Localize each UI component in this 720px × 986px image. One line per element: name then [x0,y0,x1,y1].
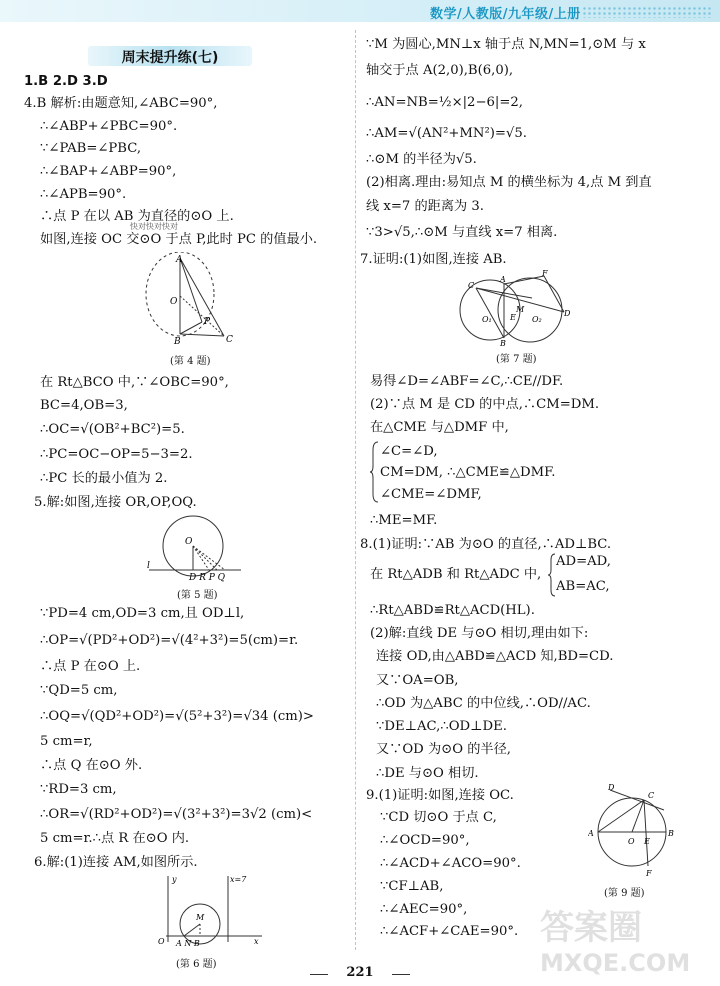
svg-text:C: C [468,281,475,290]
answer-line: ∴OQ=√(QD²+OD²)=√(5²+3²)=√34 (cm)> [40,709,314,724]
answer-line: 又∵OA=OB, [376,673,459,688]
svg-text:A: A [588,829,594,838]
figure-9 [588,780,680,880]
answer-line: ∴⊙M 的半径为√5. [366,152,477,167]
answer-line: ∴点 Q 在⊙O 外. [40,758,143,773]
answer-line: (2)相离.理由:易知点 M 的横坐标为 4,点 M 到直 [366,175,652,190]
answer-line: ∠C=∠D, [380,444,438,459]
answer-line: ∴ME=MF. [370,513,438,528]
answer-line: 6.解:(1)连接 AM,如图所示. [34,855,198,870]
svg-text:D: D [608,783,615,792]
figure-4 [130,252,250,352]
answer-line: ∵∠PAB=∠PBC, [40,141,142,156]
watermark-line1: 答案圈 [540,908,642,948]
svg-text:O: O [628,837,635,846]
watermark-line2: MXQE.COM [540,949,691,977]
answer-line: 8.(1)证明:∵AB 为⊙O 的直径,∴AD⊥BC. [360,537,612,552]
svg-text:x=7: x=7 [230,875,247,884]
answer-line: ∴OD 为△ABC 的中位线,∴OD//AC. [376,696,591,711]
figure-4-caption: (第 4 题) [170,356,211,367]
watermark [540,900,710,980]
answer-line: 5 cm=r, [40,734,93,749]
svg-text:A: A [176,255,183,265]
svg-text:O₂: O₂ [532,315,542,324]
svg-text:C: C [226,335,233,345]
answer-line: ∴∠BAP+∠ABP=90°, [40,164,177,179]
svg-text:B: B [668,829,674,838]
figure-7 [452,268,577,348]
answer-line: 如图,连接 OC 交⊙O 于点 P,此时 PC 的值最小. [40,232,318,247]
answer-line: AB=AC, [556,579,610,594]
answer-line: ∴点 P 在以 AB 为直径的⊙O 上. [40,209,234,224]
answer-line: 9.(1)证明:如图,连接 OC. [366,788,514,803]
answer-line: (2)解:直线 DE 与⊙O 相切,理由如下: [370,626,589,641]
svg-text:M: M [196,913,205,922]
figure-6 [150,872,270,952]
answer-line: ∴Rt△ABD≌Rt△ACD(HL). [370,603,535,618]
answer-line: ∴∠OCD=90°, [380,833,470,848]
answer-line: 连接 OD,由△ABD≌△ACD 知,BD=CD. [376,649,614,664]
svg-text:E: E [644,837,650,846]
answer-line: ∵M 为圆心,MN⊥x 轴于点 N,MN=1,⊙M 与 x [366,37,646,52]
answer-line: 1.B 2.D 3.D [24,74,108,89]
answer-line: ∴点 P 在⊙O 上. [40,659,141,674]
answer-line: ∴PC 长的最小值为 2. [40,471,168,486]
svg-text:C: C [648,791,655,800]
column-divider [355,30,356,950]
svg-text:O₁: O₁ [482,315,492,324]
answer-line: 5.解:如图,连接 OR,OP,OQ. [34,495,197,510]
answer-line: ∠CME=∠DMF, [380,487,482,502]
answer-line: ∴AN=NB=½×|2−6|=2, [366,95,523,110]
brace-8 [548,552,556,598]
answer-line: ∴OR=√(RD²+OD²)=√(3²+3²)=3√2 (cm)< [40,807,313,822]
svg-text:E: E [510,313,516,322]
answer-line: 在 Rt△BCO 中,∵∠OBC=90°, [40,375,229,390]
answer-line: ∴AM=√(AN²+MN²)=√5. [366,126,527,141]
answer-line: 7.证明:(1)如图,连接 AB. [360,252,507,267]
answer-line: ∴DE 与⊙O 相切. [376,766,479,781]
stamp-text: 快对快对快对 [130,222,178,231]
svg-text:l: l [147,561,150,571]
answer-line: ∵CF⊥AB, [380,879,444,894]
svg-text:A N B: A N B [176,939,200,948]
svg-text:B: B [500,339,506,348]
page-number: 221 [346,965,374,980]
answer-line: CM=DM, ∴△CME≌△DMF. [380,465,556,480]
svg-text:y: y [172,875,177,884]
answer-line: BC=4,OB=3, [40,398,128,413]
answer-line: 在 Rt△ADB 和 Rt△ADC 中, [370,567,542,582]
answer-line: 4.B 解析:由题意知,∠ABC=90°, [24,96,218,111]
answer-line: (2)∵点 M 是 CD 的中点,∴CM=DM. [370,397,600,412]
figure-7-caption: (第 7 题) [496,354,537,365]
svg-text:O: O [185,537,193,547]
page-number-right-rule [392,974,410,975]
svg-text:M: M [516,305,525,314]
answer-line: ∴PC=OC−OP=5−3=2. [40,447,193,462]
figure-6-caption: (第 6 题) [176,959,217,970]
answer-line: 易得∠D=∠ABF=∠C,∴CE//DF. [370,374,564,389]
figure-9-caption: (第 9 题) [604,888,645,899]
figure-5-caption: (第 5 题) [177,590,218,601]
svg-text:A: A [500,275,506,284]
svg-text:D: D [564,309,571,318]
page-number-left-rule [310,974,328,975]
answer-line: 5 cm=r.∴点 R 在⊙O 内. [40,831,190,846]
figure-5 [145,514,245,586]
answer-line: ∵DE⊥AC,∴OD⊥DE. [376,719,507,734]
answer-line: ∴∠ACF+∠CAE=90°. [380,924,519,939]
answer-line: 又∵OD 为⊙O 的半径, [376,742,511,757]
svg-text:D R P Q: D R P Q [189,573,226,583]
answer-line: ∵RD=3 cm, [40,782,117,797]
page-header [0,0,720,28]
answer-line: ∴OC=√(OB²+BC²)=5. [40,422,185,437]
svg-text:O: O [158,937,165,946]
answer-line: ∵QD=5 cm, [40,683,118,698]
answer-line: ∴∠ABP+∠PBC=90°. [40,119,178,134]
header-title: 数学/人教版/九年级/上册 [430,7,581,22]
answer-line: ∴OP=√(PD²+OD²)=√(4²+3²)=5(cm)=r. [40,633,299,648]
answer-line: ∵CD 切⊙O 于点 C, [380,810,497,825]
svg-text:F: F [646,869,652,878]
section-title: 周末提升练(七) [121,50,219,66]
svg-text:F: F [542,269,548,278]
answer-line: ∵3>√5,∴⊙M 与直线 x=7 相离. [366,225,558,240]
svg-text:B: B [174,337,181,347]
answer-line: 在△CME 与△DMF 中, [370,420,509,435]
answer-line: ∴∠APB=90°. [40,187,127,202]
answer-line: 线 x=7 的距离为 3. [366,199,484,214]
svg-text:P: P [204,317,211,327]
svg-text:x: x [254,937,259,946]
header-dots [582,6,712,18]
answer-line: ∴∠AEC=90°, [380,902,468,917]
svg-text:O: O [170,297,178,307]
answer-line: AD=AD, [556,554,611,569]
answer-line: 轴交于点 A(2,0),B(6,0), [366,63,514,78]
answer-line: ∴∠ACD+∠ACO=90°. [380,856,521,871]
brace-7 [370,440,380,504]
answer-line: ∵PD=4 cm,OD=3 cm,且 OD⊥l, [40,606,245,621]
